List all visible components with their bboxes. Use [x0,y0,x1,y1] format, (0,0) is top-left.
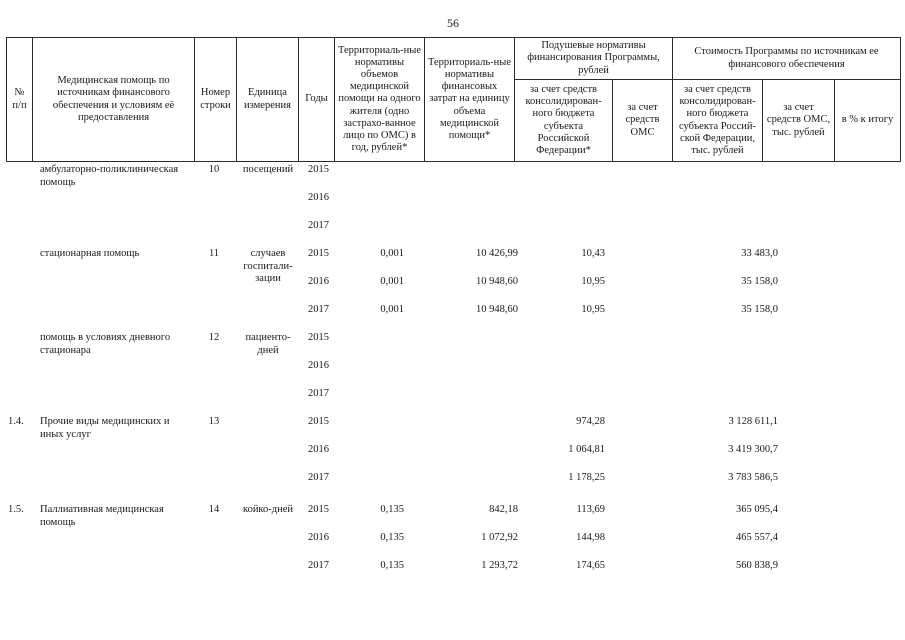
row-cost: 10 948,60 [476,276,518,287]
table-row [0,384,905,412]
table-row [0,216,905,244]
row-prog-budget: 3 419 300,7 [728,444,778,455]
row-unit: случаев госпитали-зации [243,248,293,285]
row-name: помощь в условиях дневного стационара [40,332,171,356]
header-prog-pct: в % к итогу [835,80,901,162]
row-year: 2016 [308,276,329,287]
row-year: 2015 [308,504,329,515]
row-year: 2017 [308,304,329,315]
row-year: 2016 [308,192,329,203]
row-volume: 0,001 [380,248,404,259]
table-body [0,160,905,630]
header-per-capita: Подушевые нормативы финансирования Программы, рублей [515,38,673,80]
row-volume: 0,135 [380,532,404,543]
row-year: 2016 [308,360,329,371]
row-volume: 0,135 [380,504,404,515]
table-header [6,37,901,162]
header-line: Номер строки [195,38,237,162]
row-year: 2017 [308,220,329,231]
table-row [0,468,905,496]
table-row [0,556,905,584]
row-year: 2015 [308,332,329,343]
header-pc-budget: за счет средств консолидирован-ного бюджета субъекта Российской Федерации* [515,80,613,162]
table-row [0,272,905,300]
row-prog-budget: 465 557,4 [736,532,778,543]
row-pc-budget: 974,28 [576,416,605,427]
table-row [0,528,905,556]
row-prog-budget: 33 483,0 [741,248,778,259]
row-num: 1.4. [8,416,24,427]
row-year: 2016 [308,532,329,543]
table-row [0,188,905,216]
row-unit: пациенто-дней [245,332,291,356]
table-row [0,440,905,468]
table-row [0,356,905,384]
row-year: 2016 [308,444,329,455]
row-cost: 1 072,92 [481,532,518,543]
table-row [0,412,905,440]
row-name: стационарная помощь [40,248,140,259]
row-unit: посещений [242,164,294,175]
row-prog-budget: 35 158,0 [741,276,778,287]
row-year: 2015 [308,248,329,259]
row-name: Паллиативная медицинская помощь [40,504,164,528]
table-row [0,328,905,356]
row-num: 1.5. [8,504,24,515]
row-name: амбулаторно-поликлиническая помощь [40,164,179,188]
row-pc-budget: 144,98 [576,532,605,543]
row-line: 13 [208,416,220,427]
row-prog-budget: 3 783 586,5 [728,472,778,483]
header-prog-oms: за счет средств ОМС, тыс. рублей [763,80,835,162]
row-cost: 10 426,99 [476,248,518,259]
row-prog-budget: 365 095,4 [736,504,778,515]
row-pc-budget: 1 064,81 [568,444,605,455]
header-name: Медицинская помощь по источникам финансового обеспечения и условиям её предоставления [33,38,195,162]
row-line: 14 [208,504,220,515]
row-line: 10 [208,164,220,175]
row-cost: 1 293,72 [481,560,518,571]
row-pc-budget: 113,69 [576,504,605,515]
row-year: 2015 [308,164,329,175]
row-year: 2015 [308,416,329,427]
row-year: 2017 [308,560,329,571]
row-prog-budget: 35 158,0 [741,304,778,315]
table-row [0,500,905,528]
header-volume: Территориаль-ные нормативы объемов медицинской помощи на одного жителя (одно застрахо-ванное лицо по ОМС) в год, рублей* [335,38,425,162]
row-cost: 10 948,60 [476,304,518,315]
header-program-cost: Стоимость Программы по источникам ее финансового обеспечения [673,38,901,80]
header-unit: Единица измерения [237,38,299,162]
row-prog-budget: 560 838,9 [736,560,778,571]
row-cost: 842,18 [489,504,518,515]
row-pc-budget: 10,95 [581,304,605,315]
header-num: № п/п [7,38,33,162]
page-number: 56 [447,16,459,30]
row-pc-budget: 1 178,25 [568,472,605,483]
table-row [0,160,905,188]
row-unit: койко-дней [243,504,293,515]
row-pc-budget: 174,65 [576,560,605,571]
header-years: Годы [299,38,335,162]
header-cost: Территориаль-ные нормативы финансовых затрат на единицу объема медицинской помощи* [425,38,515,162]
row-volume: 0,001 [380,304,404,315]
row-name: Прочие виды медицинских и иных услуг [40,416,170,440]
row-pc-budget: 10,43 [581,248,605,259]
row-volume: 0,135 [380,560,404,571]
table-row [0,300,905,328]
header-prog-budget: за счет средств консолидирован-ного бюджета субъекта Россий-ской Федерации, тыс. рублей [673,80,763,162]
row-line: 12 [208,332,220,343]
header-pc-oms: за счет средств ОМС [613,80,673,162]
row-volume: 0,001 [380,276,404,287]
row-year: 2017 [308,472,329,483]
row-line: 11 [208,248,220,259]
row-prog-budget: 3 128 611,1 [728,416,778,427]
row-pc-budget: 10,95 [581,276,605,287]
row-year: 2017 [308,388,329,399]
